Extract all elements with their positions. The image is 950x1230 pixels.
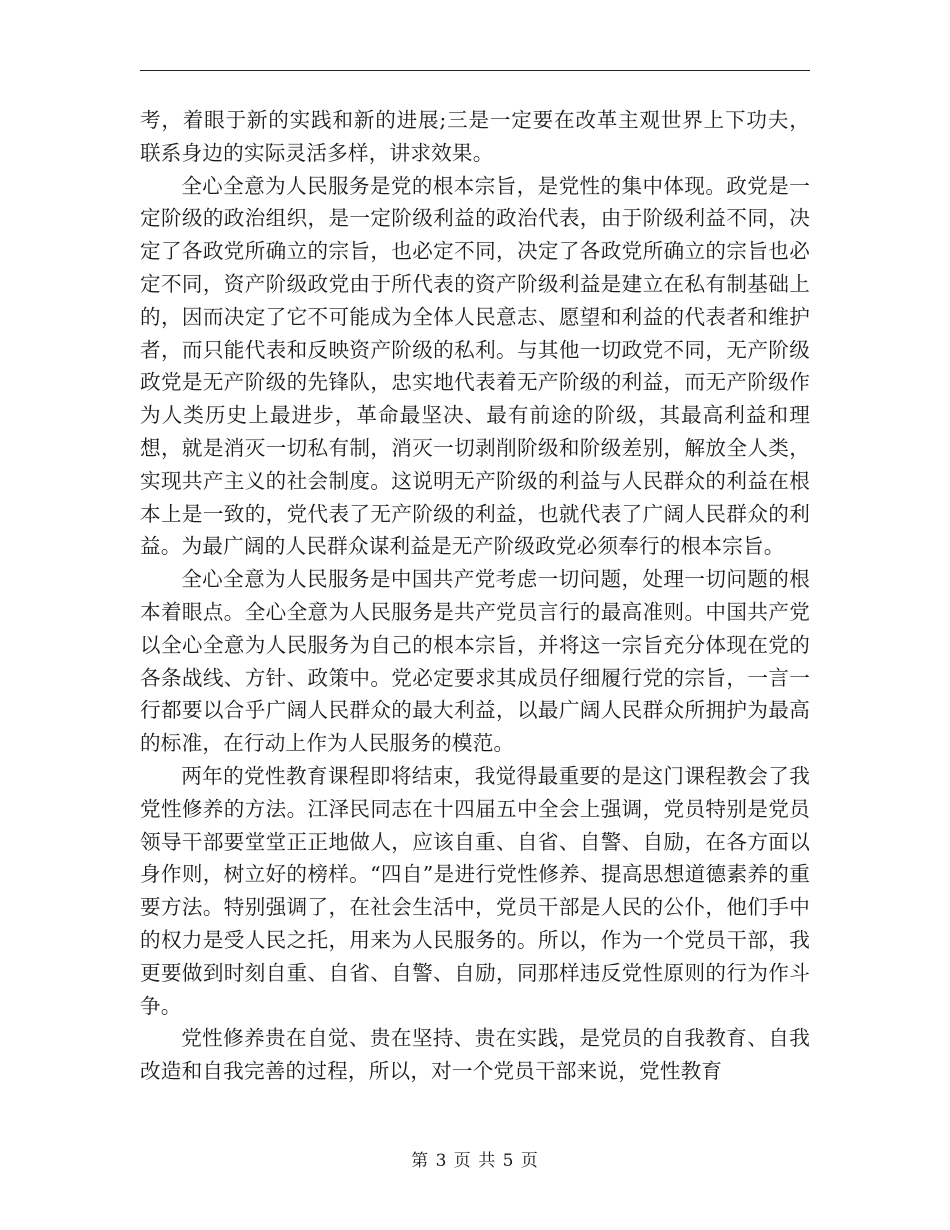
paragraph-course-summary: 两年的党性教育课程即将结束，我觉得最重要的是这门课程教会了我党性修养的方法。江泽民同志在十四届五中全会上强调，党员特别是党员领导干部要堂堂正正地做人，应该自重、自省、自警、自励，在各方面以身作则，树立好的榜样。“四自”是进行党性修养、提高思想道德素养的重要方法。特别强调了，在社会生活中，党员干部是人民的公仆，他们手中的权力是受人民之托，用来为人民服务的。所以，作为一个党员干部，我更要做到时刻自重、自省、自警、自励，同那样违反党性原则的行为作斗争。 [140, 763, 810, 1018]
paragraph-self-cultivation: 党性修养贵在自觉、贵在坚持、贵在实践，是党员的自我教育、自我改造和自我完善的过程，所以，对一个党员干部来说，党性教育 [140, 1026, 810, 1084]
paragraph-serve-people: 全心全意为人民服务是中国共产党考虑一切问题，处理一切问题的根本着眼点。全心全意为人民服务是共产党员言行的最高准则。中国共产党以全心全意为人民服务为自己的根本宗旨，并将这一宗旨充分体现在党的各条战线、方针、政策中。党必定要求其成员仔细履行党的宗旨，一言一行都要以合乎广阔人民群众的最大利益，以最广阔人民群众所拥护为最高的标准，在行动上作为人民服务的模范。 [140, 567, 810, 756]
header-rule [140, 70, 810, 71]
paragraph-party-purpose: 全心全意为人民服务是党的根本宗旨，是党性的集中体现。政党是一定阶级的政治组织，是一定阶级利益的政治代表，由于阶级利益不同，决定了各政党所确立的宗旨，也必定不同，决定了各政党所确立的宗旨也必定不同，资产阶级政党由于所代表的资产阶级利益是建立在私有制基础上的，因而决定了它不可能成为全体人民意志、愿望和利益的代表者和维护者，而只能代表和反映资产阶级的私利。与其他一切政党不同，无产阶级政党是无产阶级的先锋队，忠实地代表着无产阶级的利益，而无产阶级作为人类历史上最进步，革命最坚决、最有前途的阶级，其最高利益和理想，就是消灭一切私有制，消灭一切剥削阶级和阶级差别，解放全人类，实现共产主义的社会制度。这说明无产阶级的利益与人民群众的利益在根本上是一致的，党代表了无产阶级的利益，也就代表了广阔人民群众的利益。为最广阔的人民群众谋利益是无产阶级政党必须奉行的根本宗旨。 [140, 173, 810, 559]
document-body [140, 104, 810, 1088]
page-footer: 第 3 页 共 5 页 [411, 1151, 539, 1171]
paragraph-continuation: 考，着眼于新的实践和新的进展;三是一定要在改革主观世界上下功夫，联系身边的实际灵活多样，讲求效果。 [140, 108, 810, 165]
